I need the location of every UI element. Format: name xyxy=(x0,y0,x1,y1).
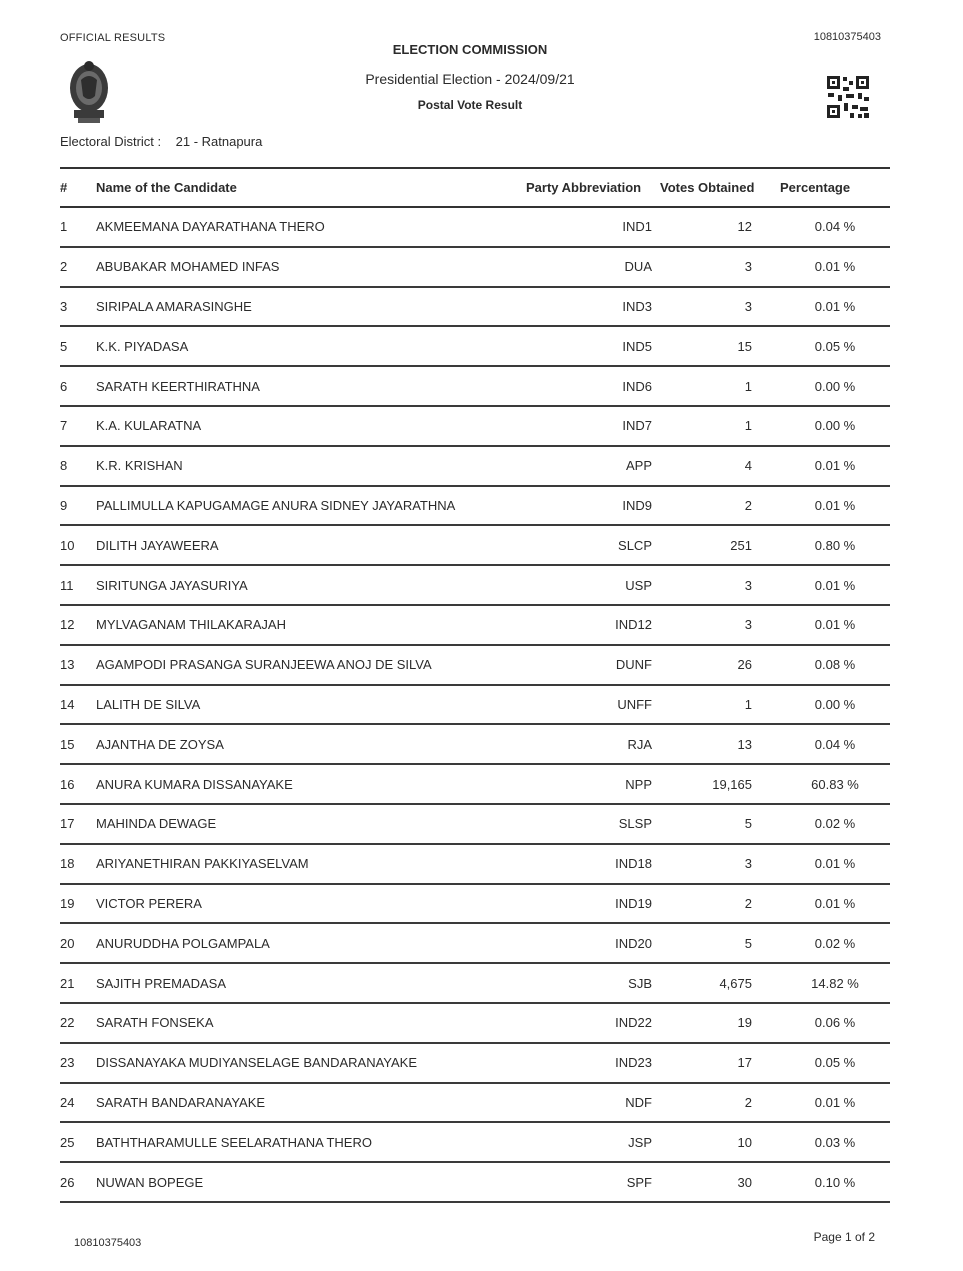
candidate-name: BATHTHARAMULLE SEELARATHANA THERO xyxy=(96,1122,526,1162)
document-id: 10810375403 xyxy=(813,31,881,43)
votes-obtained: 1 xyxy=(660,685,780,725)
party-abbreviation: IND7 xyxy=(526,406,660,446)
votes-obtained: 5 xyxy=(660,804,780,844)
votes-obtained: 2 xyxy=(660,884,780,924)
candidate-number: 8 xyxy=(60,446,96,486)
table-row xyxy=(60,685,890,725)
table-row xyxy=(60,1122,890,1162)
candidate-number: 7 xyxy=(60,406,96,446)
candidate-number: 26 xyxy=(60,1162,96,1202)
candidate-number: 9 xyxy=(60,486,96,526)
candidate-name: LALITH DE SILVA xyxy=(96,685,526,725)
vote-percentage: 0.05 % xyxy=(780,326,890,366)
official-results-label: OFFICIAL RESULTS xyxy=(60,32,166,44)
party-abbreviation: JSP xyxy=(526,1122,660,1162)
table-row xyxy=(60,645,890,685)
table-row xyxy=(60,207,890,247)
table-row xyxy=(60,247,890,287)
election-title: Presidential Election - 2024/09/21 xyxy=(365,71,575,87)
votes-obtained: 10 xyxy=(660,1122,780,1162)
candidate-name: SARATH FONSEKA xyxy=(96,1003,526,1043)
votes-obtained: 3 xyxy=(660,287,780,327)
candidate-number: 11 xyxy=(60,565,96,605)
vote-percentage: 0.01 % xyxy=(780,844,890,884)
table-row xyxy=(60,1043,890,1083)
vote-percentage: 0.00 % xyxy=(780,406,890,446)
candidate-number: 22 xyxy=(60,1003,96,1043)
votes-obtained: 5 xyxy=(660,923,780,963)
commission-title: ELECTION COMMISSION xyxy=(392,42,548,57)
candidate-number: 15 xyxy=(60,724,96,764)
party-abbreviation: NPP xyxy=(526,764,660,804)
candidate-name: MAHINDA DEWAGE xyxy=(96,804,526,844)
table-row xyxy=(60,724,890,764)
vote-percentage: 0.01 % xyxy=(780,247,890,287)
candidate-name: VICTOR PERERA xyxy=(96,884,526,924)
party-abbreviation: UNFF xyxy=(526,685,660,725)
results-table xyxy=(60,167,890,1203)
district-value: 21 - Ratnapura xyxy=(175,134,263,149)
candidate-number: 16 xyxy=(60,764,96,804)
candidate-number: 24 xyxy=(60,1083,96,1123)
party-abbreviation: IND22 xyxy=(526,1003,660,1043)
votes-obtained: 1 xyxy=(660,406,780,446)
votes-obtained: 3 xyxy=(660,844,780,884)
candidate-name: ANURA KUMARA DISSANAYAKE xyxy=(96,764,526,804)
party-abbreviation: IND19 xyxy=(526,884,660,924)
votes-obtained: 30 xyxy=(660,1162,780,1202)
column-header-candidate: Name of the Candidate xyxy=(96,168,526,207)
table-row xyxy=(60,844,890,884)
vote-percentage: 0.01 % xyxy=(780,446,890,486)
vote-percentage: 0.80 % xyxy=(780,525,890,565)
party-abbreviation: DUA xyxy=(526,247,660,287)
table-row xyxy=(60,963,890,1003)
party-abbreviation: USP xyxy=(526,565,660,605)
party-abbreviation: SLSP xyxy=(526,804,660,844)
qr-code-icon xyxy=(826,75,870,119)
candidate-number: 3 xyxy=(60,287,96,327)
vote-percentage: 0.06 % xyxy=(780,1003,890,1043)
candidate-name: SARATH BANDARANAYAKE xyxy=(96,1083,526,1123)
candidate-name: AGAMPODI PRASANGA SURANJEEWA ANOJ DE SILVA xyxy=(96,645,526,685)
district-label: Electoral District : xyxy=(60,134,162,149)
electoral-district xyxy=(60,134,262,149)
candidate-number: 17 xyxy=(60,804,96,844)
votes-obtained: 15 xyxy=(660,326,780,366)
candidate-number: 12 xyxy=(60,605,96,645)
candidate-name: AJANTHA DE ZOYSA xyxy=(96,724,526,764)
candidate-number: 10 xyxy=(60,525,96,565)
candidate-name: SIRITUNGA JAYASURIYA xyxy=(96,565,526,605)
candidate-number: 20 xyxy=(60,923,96,963)
candidate-name: ANURUDDHA POLGAMPALA xyxy=(96,923,526,963)
column-header-number: # xyxy=(60,168,96,207)
vote-percentage: 0.08 % xyxy=(780,645,890,685)
vote-percentage: 0.01 % xyxy=(780,287,890,327)
table-row xyxy=(60,366,890,406)
candidate-number: 21 xyxy=(60,963,96,1003)
vote-percentage: 0.01 % xyxy=(780,605,890,645)
vote-percentage: 0.04 % xyxy=(780,724,890,764)
table-row xyxy=(60,326,890,366)
table-row xyxy=(60,923,890,963)
vote-percentage: 0.10 % xyxy=(780,1162,890,1202)
candidate-name: DILITH JAYAWEERA xyxy=(96,525,526,565)
party-abbreviation: IND18 xyxy=(526,844,660,884)
footer-document-id: 10810375403 xyxy=(74,1237,142,1249)
party-abbreviation: NDF xyxy=(526,1083,660,1123)
candidate-name: NUWAN BOPEGE xyxy=(96,1162,526,1202)
votes-obtained: 26 xyxy=(660,645,780,685)
votes-obtained: 3 xyxy=(660,605,780,645)
national-emblem-icon xyxy=(64,58,114,124)
vote-percentage: 0.01 % xyxy=(780,884,890,924)
candidate-name: DISSANAYAKA MUDIYANSELAGE BANDARANAYAKE xyxy=(96,1043,526,1083)
candidate-name: AKMEEMANA DAYARATHANA THERO xyxy=(96,207,526,247)
party-abbreviation: IND5 xyxy=(526,326,660,366)
votes-obtained: 12 xyxy=(660,207,780,247)
votes-obtained: 4 xyxy=(660,446,780,486)
candidate-number: 14 xyxy=(60,685,96,725)
candidate-number: 1 xyxy=(60,207,96,247)
candidate-name: SIRIPALA AMARASINGHE xyxy=(96,287,526,327)
party-abbreviation: IND9 xyxy=(526,486,660,526)
vote-percentage: 0.01 % xyxy=(780,565,890,605)
vote-percentage: 0.01 % xyxy=(780,486,890,526)
column-header-party: Party Abbreviation xyxy=(526,168,660,207)
candidate-name: SARATH KEERTHIRATHNA xyxy=(96,366,526,406)
votes-obtained: 19 xyxy=(660,1003,780,1043)
party-abbreviation: RJA xyxy=(526,724,660,764)
candidate-number: 18 xyxy=(60,844,96,884)
table-row xyxy=(60,605,890,645)
table-row xyxy=(60,1083,890,1123)
votes-obtained: 17 xyxy=(660,1043,780,1083)
table-body xyxy=(60,207,890,1202)
candidate-name: SAJITH PREMADASA xyxy=(96,963,526,1003)
candidate-name: MYLVAGANAM THILAKARAJAH xyxy=(96,605,526,645)
candidate-name: K.K. PIYADASA xyxy=(96,326,526,366)
column-header-percentage: Percentage xyxy=(780,168,890,207)
table-row xyxy=(60,884,890,924)
result-type-title: Postal Vote Result xyxy=(417,98,523,112)
table-row xyxy=(60,1003,890,1043)
party-abbreviation: APP xyxy=(526,446,660,486)
candidate-name: K.A. KULARATNA xyxy=(96,406,526,446)
votes-obtained: 2 xyxy=(660,1083,780,1123)
party-abbreviation: IND6 xyxy=(526,366,660,406)
candidate-number: 19 xyxy=(60,884,96,924)
votes-obtained: 3 xyxy=(660,247,780,287)
candidate-number: 25 xyxy=(60,1122,96,1162)
column-header-votes: Votes Obtained xyxy=(660,168,780,207)
vote-percentage: 14.82 % xyxy=(780,963,890,1003)
vote-percentage: 0.00 % xyxy=(780,366,890,406)
vote-percentage: 0.02 % xyxy=(780,923,890,963)
party-abbreviation: SJB xyxy=(526,963,660,1003)
vote-percentage: 60.83 % xyxy=(780,764,890,804)
votes-obtained: 251 xyxy=(660,525,780,565)
table-row xyxy=(60,764,890,804)
party-abbreviation: SPF xyxy=(526,1162,660,1202)
vote-percentage: 0.00 % xyxy=(780,685,890,725)
candidate-name: PALLIMULLA KAPUGAMAGE ANURA SIDNEY JAYARATHNA xyxy=(96,486,526,526)
page-number: Page 1 of 2 xyxy=(813,1230,875,1244)
vote-percentage: 0.05 % xyxy=(780,1043,890,1083)
votes-obtained: 13 xyxy=(660,724,780,764)
candidate-name: ARIYANETHIRAN PAKKIYASELVAM xyxy=(96,844,526,884)
candidate-name: ABUBAKAR MOHAMED INFAS xyxy=(96,247,526,287)
votes-obtained: 3 xyxy=(660,565,780,605)
candidate-number: 5 xyxy=(60,326,96,366)
table-row xyxy=(60,565,890,605)
party-abbreviation: IND23 xyxy=(526,1043,660,1083)
table-row xyxy=(60,446,890,486)
candidate-number: 2 xyxy=(60,247,96,287)
votes-obtained: 4,675 xyxy=(660,963,780,1003)
candidate-number: 13 xyxy=(60,645,96,685)
vote-percentage: 0.03 % xyxy=(780,1122,890,1162)
party-abbreviation: IND1 xyxy=(526,207,660,247)
vote-percentage: 0.01 % xyxy=(780,1083,890,1123)
candidate-name: K.R. KRISHAN xyxy=(96,446,526,486)
table-row xyxy=(60,804,890,844)
table-row xyxy=(60,406,890,446)
vote-percentage: 0.02 % xyxy=(780,804,890,844)
candidate-number: 6 xyxy=(60,366,96,406)
table-row xyxy=(60,1162,890,1202)
votes-obtained: 1 xyxy=(660,366,780,406)
votes-obtained: 19,165 xyxy=(660,764,780,804)
table-row xyxy=(60,287,890,327)
vote-percentage: 0.04 % xyxy=(780,207,890,247)
party-abbreviation: SLCP xyxy=(526,525,660,565)
party-abbreviation: IND12 xyxy=(526,605,660,645)
party-abbreviation: IND3 xyxy=(526,287,660,327)
table-row xyxy=(60,486,890,526)
table-row xyxy=(60,525,890,565)
party-abbreviation: DUNF xyxy=(526,645,660,685)
table-header-row xyxy=(60,168,890,207)
votes-obtained: 2 xyxy=(660,486,780,526)
candidate-number: 23 xyxy=(60,1043,96,1083)
party-abbreviation: IND20 xyxy=(526,923,660,963)
